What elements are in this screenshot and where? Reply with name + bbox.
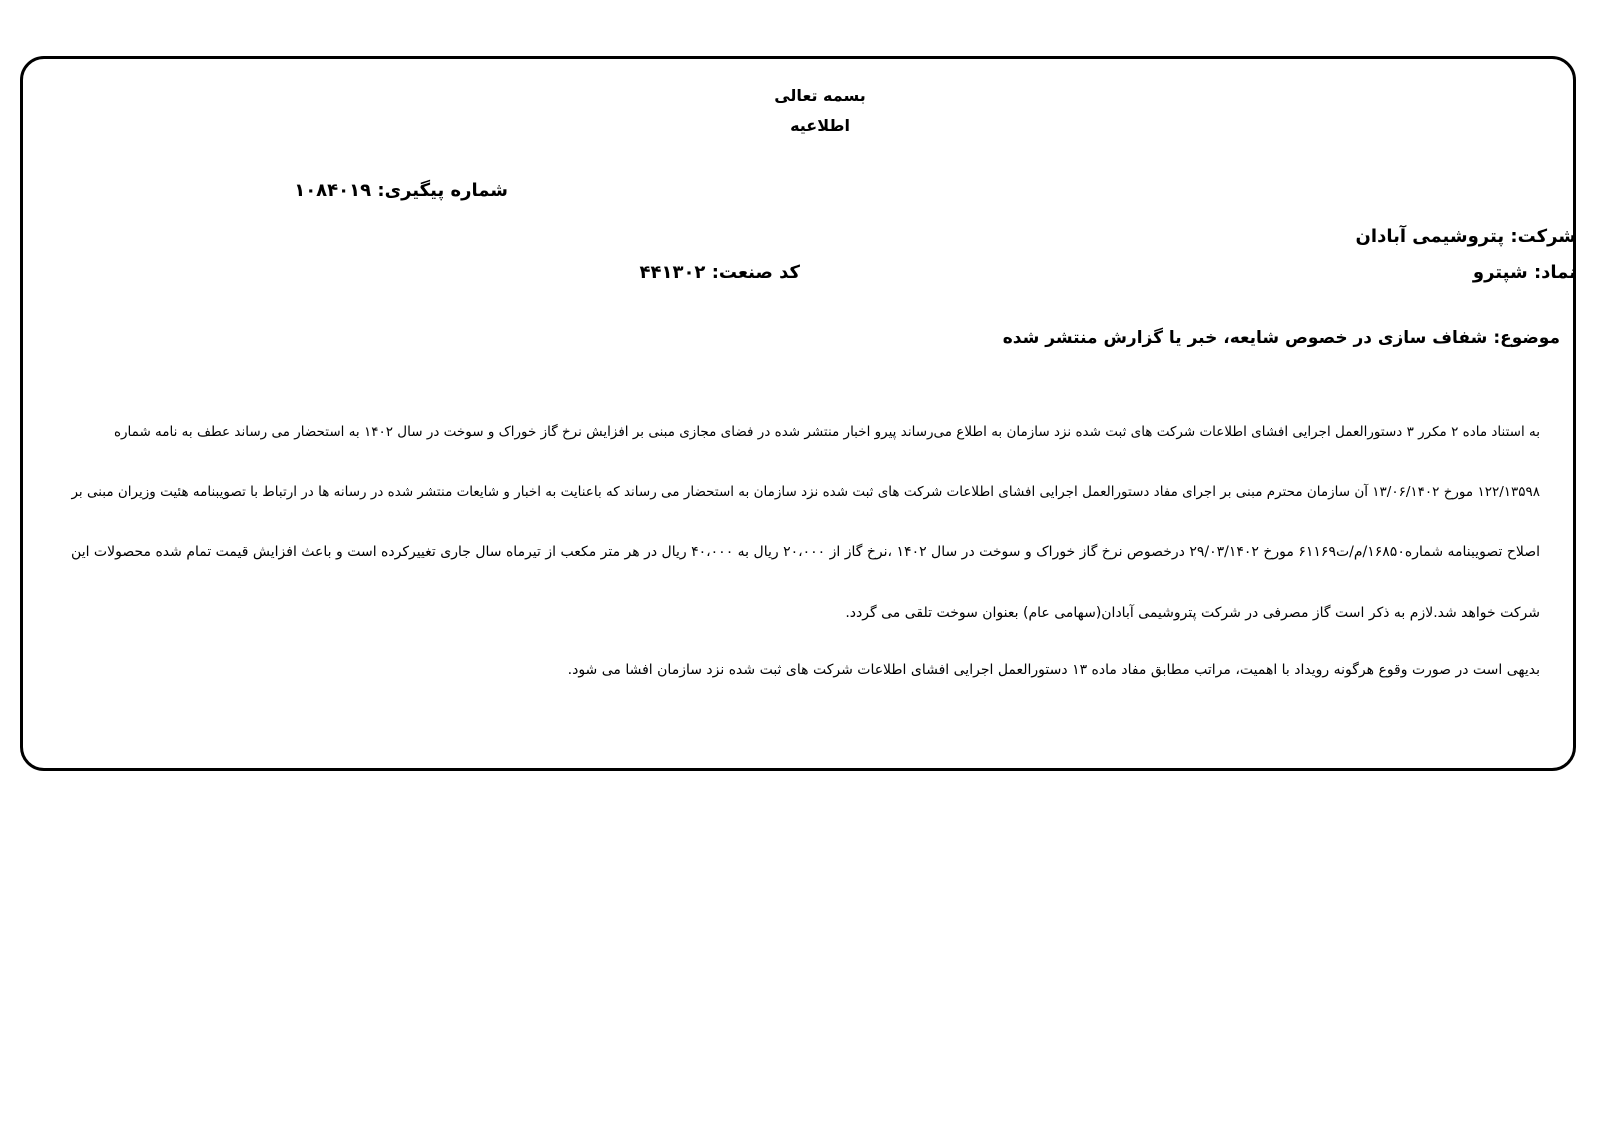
subject-label: موضوع: xyxy=(1493,328,1560,348)
tracking-value: ۱۰۸۴۰۱۹ xyxy=(294,180,372,201)
company-value: پتروشیمی آبادان xyxy=(1355,226,1505,247)
company-line xyxy=(1356,226,1576,247)
industry-code-line xyxy=(640,262,801,283)
symbol-label: نماد: xyxy=(1533,262,1576,283)
industry-code-label: کد صنعت: xyxy=(711,262,800,283)
tracking-number xyxy=(294,180,508,201)
body-line-3: اصلاح تصویبنامه شماره۱۶۸۵۰/م/ت۶۱۱۶۹ مورخ ۲۹/۰۳/۱۴۰۲ درخصوص نرخ گاز خوراک و سوخت در سال ۱۴۰۲ ،نرخ گاز از ۲۰،۰۰۰ ریال به ۴۰،۰۰۰ ریال در هر متر مکعب از تیرماه سال جاری تغییرکرده است و باعث افزایش قیمت تمام شده محصولات این xyxy=(71,544,1540,560)
subject-line xyxy=(1003,328,1560,348)
symbol-line xyxy=(1473,262,1576,283)
symbol-value: شپترو xyxy=(1472,262,1528,283)
body-line-1: به استناد ماده ۲ مکرر ۳ دستورالعمل اجرایی افشای اطلاعات شرکت های ثبت شده نزد سازمان به اطلاع می‌رساند پیرو اخبار منتشر شده در فضای مجازی مبنی بر افزایش نرخ گاز خوراک و سوخت در سال ۱۴۰۲ به استحضار می رساند عطف به نامه شماره xyxy=(113,424,1540,440)
body-line-4: شرکت خواهد شد.لازم به ذکر است گاز مصرفی در شرکت پتروشیمی آبادان(سهامی عام) بعنوان سوخت تلقی می گردد. xyxy=(845,605,1540,621)
bismillah-heading: بسمه تعالی xyxy=(774,86,866,105)
industry-code-value: ۴۴۱۳۰۲ xyxy=(639,262,706,283)
body-line-2: ۱۲۲/۱۳۵۹۸ مورخ ۱۳/۰۶/۱۴۰۲ آن سازمان محترم مبنی بر اجرای مفاد دستورالعمل اجرایی افشای اطلاعات شرکت های ثبت شده نزد سازمان به استحضار می رساند که باعنایت به اخبار و شایعات منتشر شده در رسانه ها در ارتباط با تصویبنامه هئیت وزیران مبنی بر xyxy=(71,484,1540,500)
subject-value: شفاف سازی در خصوص شایعه، خبر یا گزارش منتشر شده xyxy=(1002,328,1488,348)
company-label: شرکت: xyxy=(1510,226,1576,247)
tracking-label: شماره پیگیری: xyxy=(377,180,508,201)
notice-title: اطلاعیه xyxy=(790,116,850,135)
body-line-5: بدیهی است در صورت وقوع هرگونه رویداد با اهمیت، مراتب مطابق مفاد ماده ۱۳ دستورالعمل اجرایی افشای اطلاعات شرکت های ثبت شده نزد سازمان افشا می شود. xyxy=(567,662,1540,678)
